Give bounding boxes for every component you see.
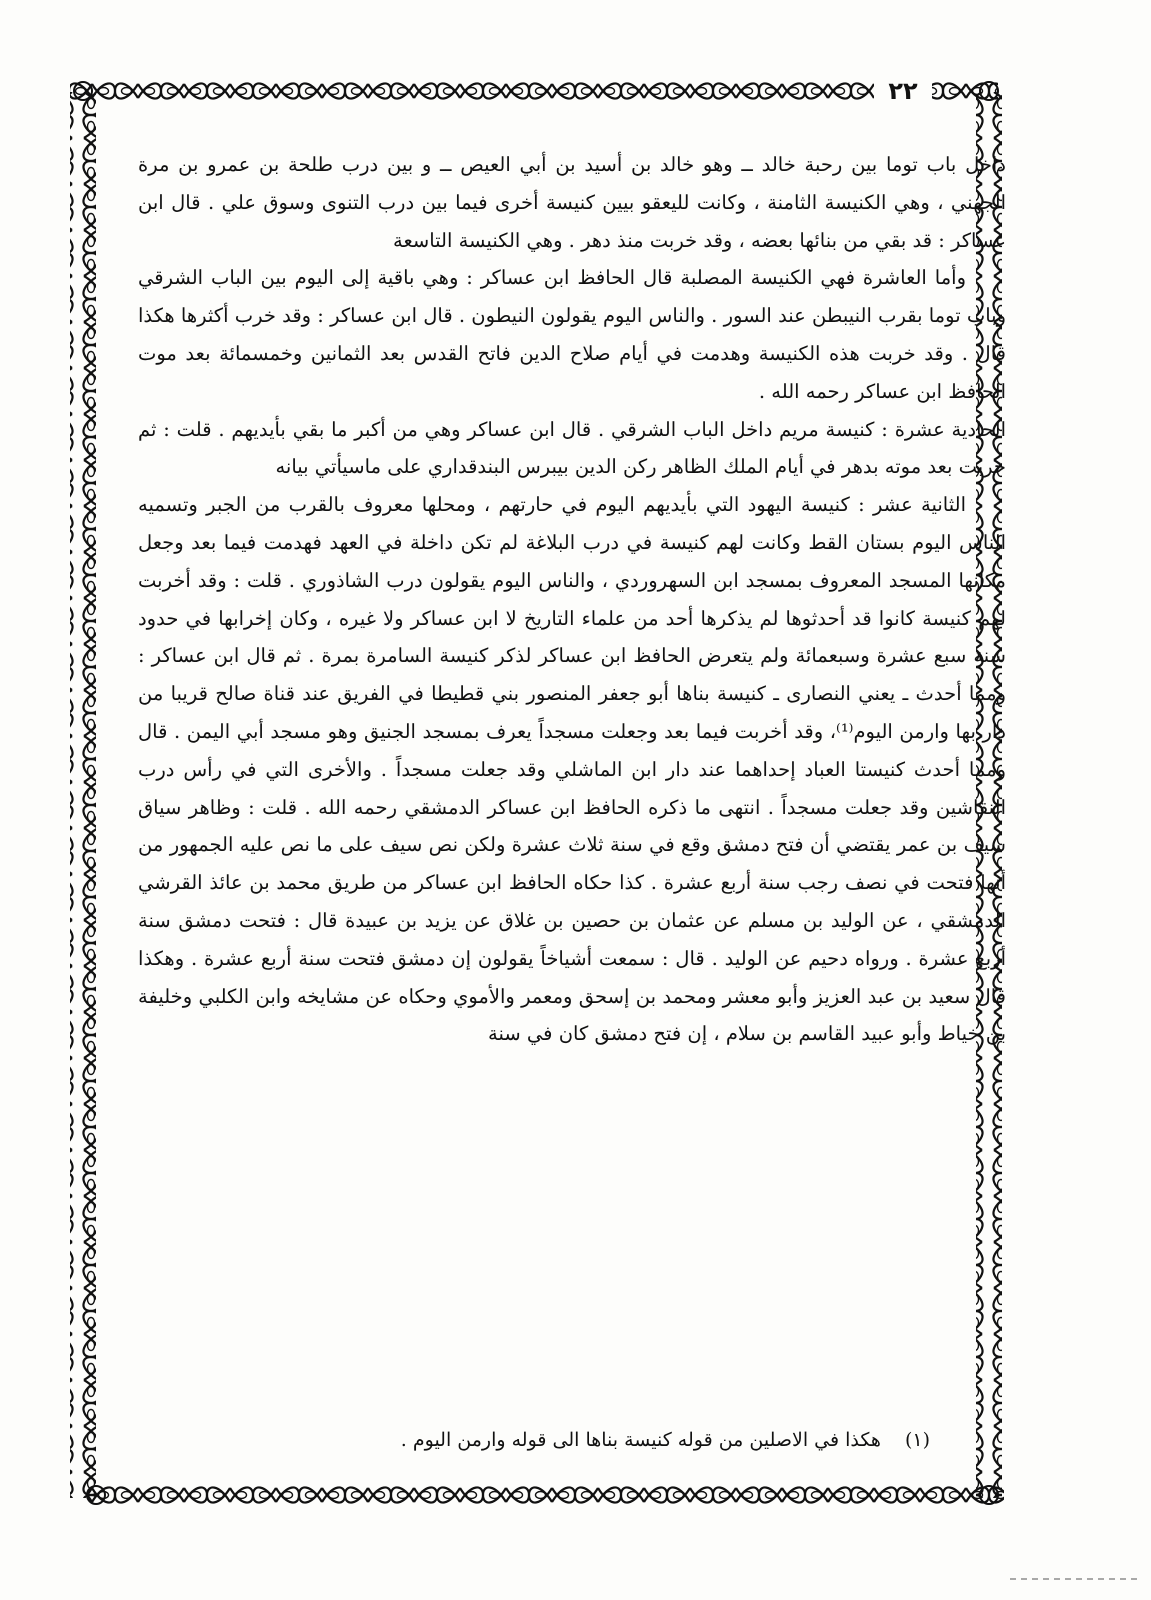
- paragraph: الحادية عشرة : كنيسة مريم داخل الباب الشرقي . قال ابن عساكر وهي من أكبر ما بقي بأيديهم . قلت : ثم خربت بعد موته بدهر في أيام الملك الظاهر ركن الدين بيبرس البندقداري على ماسيأتي بيانه: [138, 417, 1006, 479]
- paragraph: داخل باب توما بين رحبة خالد ــ وهو خالد بن أسيد بن أبي العيص ــ و بين درب طلحة بن عمرو بن مرة الجهني ، وهي الكنيسة الثامنة ، وكانت لليعقو بيين كنيسة أخرى فيما بين درب التنوى وسوق علي . قال ابن عساكر : قد بقي من بنائها بعضه ، وقد خربت منذ دهر . وهي الكنيسة التاسعة: [138, 153, 1006, 252]
- footnote-text: هكذا في الاصلين من قوله كنيسة بناها الى قوله وارمن اليوم .: [400, 1429, 881, 1451]
- border-left: [70, 92, 96, 1498]
- page-number: ٢٢: [874, 74, 932, 108]
- paragraph: وأما العاشرة فهي الكنيسة المصلبة قال الحافظ ابن عساكر : وهي باقية إلى اليوم بين الباب الشرقي وباب توما بقرب النيبطن عند السور . والناس اليوم يقولون النيطون . قال ابن عساكر : وقد خرب أكثرها هكذا قال . وقد خربت هذه الكنيسة وهدمت في أيام صلاح الدين فاتح القدس بعد الثمانين وخمسمائة بعد موت الحافظ ابن عساكر رحمه الله .: [138, 266, 1006, 403]
- footnote-marker: (١): [904, 1429, 930, 1451]
- border-bottom: [88, 1482, 1004, 1508]
- paragraph: الثانية عشر : كنيسة اليهود التي بأيديهم اليوم في حارتهم ، ومحلها معروف بالقرب من الجبر وتسميه الناس اليوم بستان القط وكانت لهم كنيسة في درب البلاغة لم تكن داخلة في العهد فهدمت فيما بعد وجعل مكانها المسجد المعروف بمسجد ابن السهروردي ، والناس اليوم يقولون درب الشاذوري . قلت : وقد أخربت لهم كنيسة كانوا قد أحدثوها لم يذكرها أحد من علماء التاريخ لا ابن عساكر ولا غيره ، وكان إخرابها في حدود سنة سبع عشرة وسبعمائة ولم يتعرض الحافظ ابن عساكر لذكر كنيسة السامرة بمرة . ثم قال ابن عساكر : ومما أحدث ـ يعني النصارى ـ كنيسة بناها أبو جعفر المنصور بني قطيطا في الفريق عند قناة صالح قريبا من دار بها وارمن اليوم⁽¹⁾، وقد أخربت فيما بعد وجعلت مسجداً يعرف بمسجد الجنيق وهو مسجد أبي اليمن . قال ومما أحدث كنيستا العباد إحداهما عند دار ابن الماشلي وقد جعلت مسجداً . والأخرى التي في رأس درب النقاشين وقد جعلت مسجداً . انتهى ما ذكره الحافظ ابن عساكر الدمشقي رحمه الله . قلت : وظاهر سياق سيف بن عمر يقتضي أن فتح دمشق وقع في سنة ثلاث عشرة ولكن نص سيف على ما نص عليه الجمهور من أنها فتحت في نصف رجب سنة أربع عشرة . كذا حكاه الحافظ ابن عساكر من طريق محمد بن عائذ القرشي الدمشقي ، عن الوليد بن مسلم عن عثمان بن حصين بن غلاق عن يزيد بن عبيدة قال : فتحت دمشق سنة أربع عشرة . ورواه دحيم عن الوليد . قال : سمعت أشياخاً يقولون إن دمشق فتحت سنة أربع عشرة . وهكذا قال سعيد بن عبد العزيز وأبو معشر ومحمد بن إسحق ومعمر والأموي وحكاه عن مشايخه وابن الكلبي وخليفة بن خياط وأبو عبيد القاسم بن سلام ، إن فتح دمشق كان في سنة: [138, 493, 1006, 1046]
- main-text: [138, 146, 1006, 1053]
- footnote: [300, 1425, 930, 1455]
- border-top: [70, 78, 998, 104]
- scan-artifact-line: [1010, 1578, 1140, 1580]
